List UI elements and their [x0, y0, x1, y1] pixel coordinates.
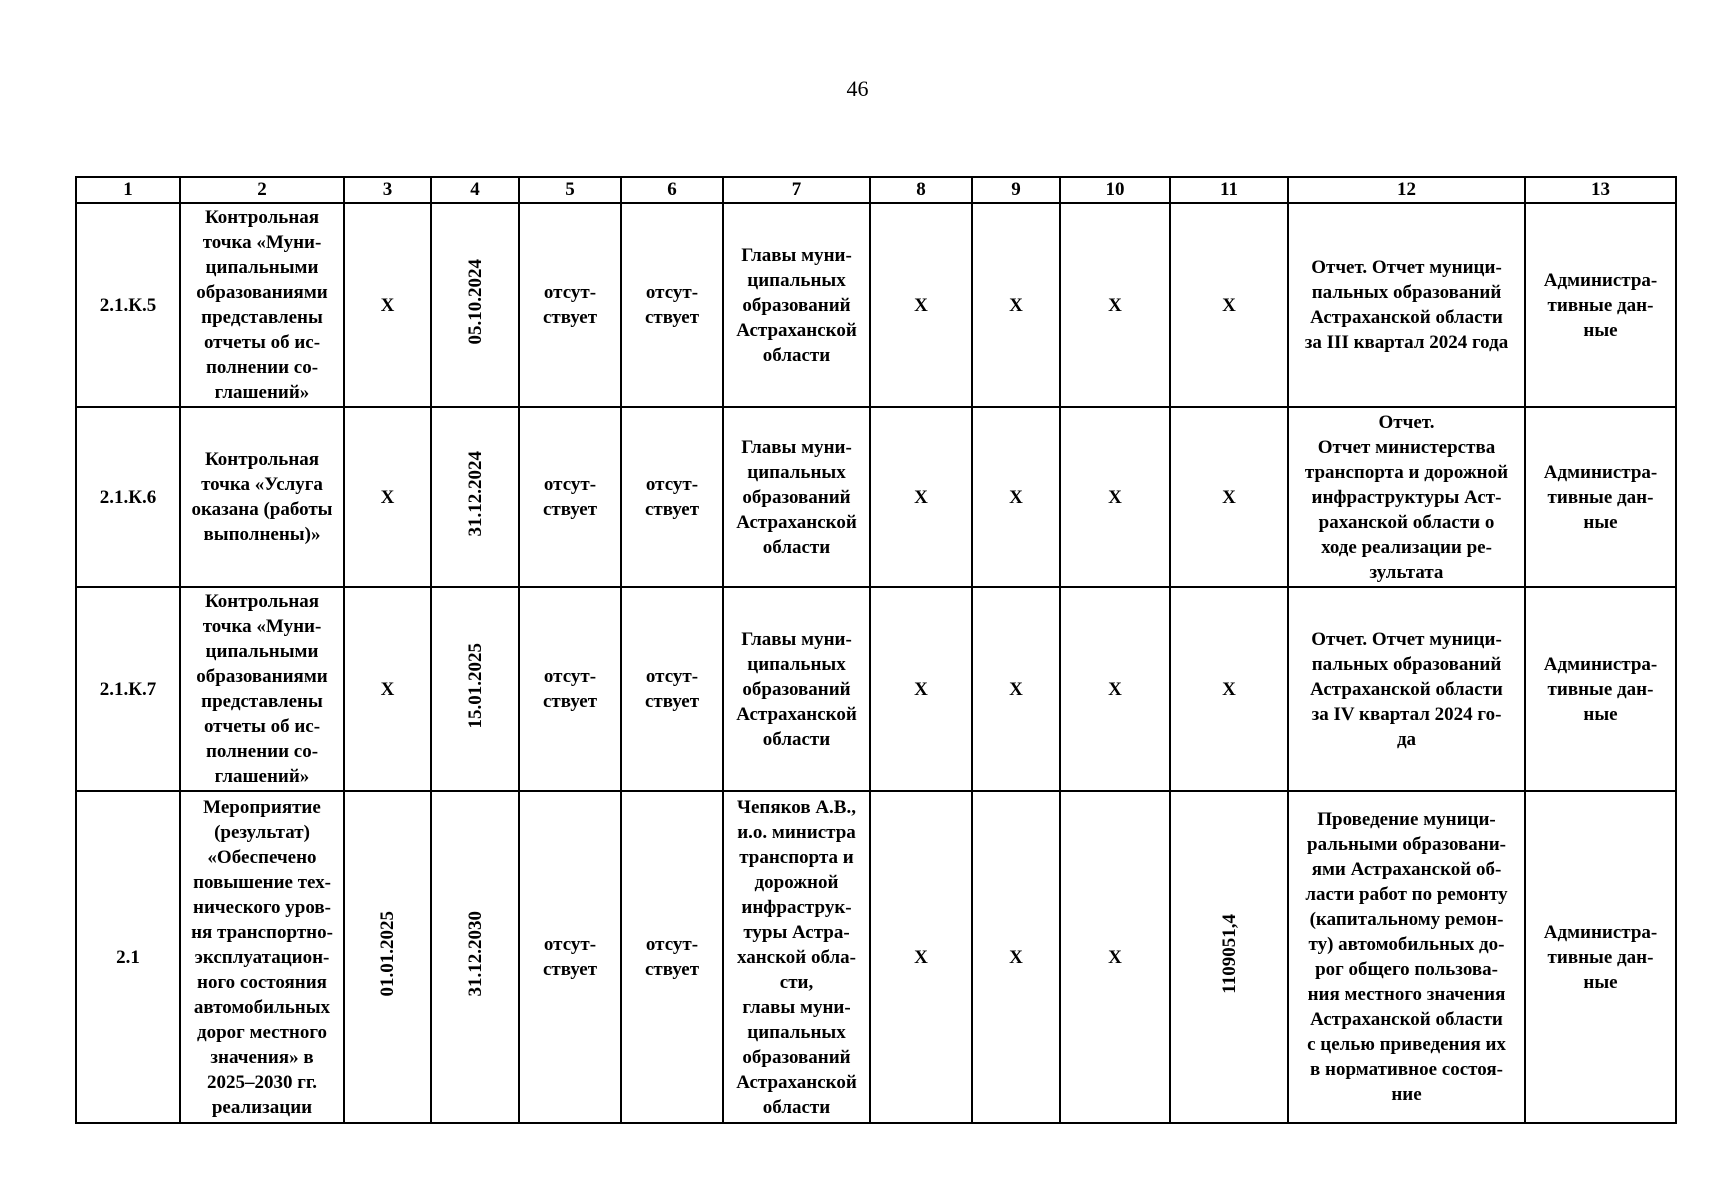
- col5-value: отсут- ствует: [519, 791, 621, 1123]
- col8-value: X: [870, 203, 972, 407]
- col8-value: X: [870, 407, 972, 587]
- header-row: [76, 177, 1676, 203]
- plan-table: [75, 176, 1677, 1124]
- row-code: 2.1.К.6: [76, 407, 180, 587]
- col10-value: X: [1060, 791, 1170, 1123]
- col9-value: X: [972, 203, 1060, 407]
- start-date-cell: [344, 791, 431, 1123]
- header-cell: 13: [1525, 177, 1676, 203]
- col11-value: 1109051,4: [1218, 913, 1240, 994]
- header-cell: 7: [723, 177, 870, 203]
- data-source: Администра- тивные дан- ные: [1525, 587, 1676, 791]
- col5-value: отсут- ствует: [519, 203, 621, 407]
- col9-value: X: [972, 587, 1060, 791]
- page-number: 46: [846, 76, 869, 101]
- responsible: Главы муни- ципальных образований Астраханской области: [723, 587, 870, 791]
- col8-value: X: [870, 587, 972, 791]
- responsible: Главы муни- ципальных образований Астраханской области: [723, 203, 870, 407]
- row-name: Контрольная точка «Муни- ципальными образованиями представлены отчеты об ис- полнении со- глашений»: [180, 203, 344, 407]
- col10-value: X: [1060, 407, 1170, 587]
- row-name: Мероприятие (результат) «Обеспечено повышение тех- нического уров- ня транспортно- эксплуатацион- ного состояния автомобильных дорог местного значения» в 2025–2030 гг. реализации: [180, 791, 344, 1123]
- row-code: 2.1: [76, 791, 180, 1123]
- end-date: 31.12.2030: [464, 910, 486, 997]
- header-cell: 6: [621, 177, 723, 203]
- col11-value: X: [1170, 407, 1288, 587]
- data-source: Администра- тивные дан- ные: [1525, 203, 1676, 407]
- table-row: [76, 791, 1676, 1123]
- end-date-cell: [431, 587, 519, 791]
- result-description: Проведение муници- pальными образовани- ями Астраханской об- ласти работ по ремонту (капитальному ремон- ту) автомобильных до- рог общего пользова- ния местного значения Астраханской области с целью приведения их в нормативное состоя- ние: [1288, 791, 1525, 1123]
- col6-value: отсут- ствует: [621, 587, 723, 791]
- header-cell: 3: [344, 177, 431, 203]
- start-date: X: [344, 203, 431, 407]
- col11-value: X: [1170, 587, 1288, 791]
- col11-value: X: [1170, 203, 1288, 407]
- end-date-cell: [431, 791, 519, 1123]
- start-date: X: [344, 407, 431, 587]
- row-name: Контрольная точка «Услуга оказана (работы выполнены)»: [180, 407, 344, 587]
- responsible: Главы муни- ципальных образований Астраханской области: [723, 407, 870, 587]
- header-cell: 2: [180, 177, 344, 203]
- start-date: X: [344, 587, 431, 791]
- header-cell: 11: [1170, 177, 1288, 203]
- row-code: 2.1.К.5: [76, 203, 180, 407]
- col10-value: X: [1060, 203, 1170, 407]
- col5-value: отсут- ствует: [519, 407, 621, 587]
- col6-value: отсут- ствует: [621, 791, 723, 1123]
- result-description: Отчет. Отчет министерства транспорта и дорожной инфраструктуры Аст- раханской области о ходе реализации ре- зультата: [1288, 407, 1525, 587]
- result-description: Отчет. Отчет муници- пальных образований Астраханской области за III квартал 2024 года: [1288, 203, 1525, 407]
- end-date: 15.01.2025: [464, 642, 486, 729]
- data-source: Администра- тивные дан- ные: [1525, 407, 1676, 587]
- row-code: 2.1.К.7: [76, 587, 180, 791]
- end-date-cell: [431, 203, 519, 407]
- col5-value: отсут- ствует: [519, 587, 621, 791]
- header-cell: 10: [1060, 177, 1170, 203]
- end-date: 05.10.2024: [464, 258, 486, 345]
- col9-value: X: [972, 791, 1060, 1123]
- start-date: 01.01.2025: [377, 910, 398, 997]
- table-row: [76, 407, 1676, 587]
- data-source: Администра- тивные дан- ные: [1525, 791, 1676, 1123]
- col11-value-cell: [1170, 791, 1288, 1123]
- end-date: 31.12.2024: [464, 450, 486, 537]
- header-cell: 5: [519, 177, 621, 203]
- col9-value: X: [972, 407, 1060, 587]
- header-cell: 1: [76, 177, 180, 203]
- col8-value: X: [870, 791, 972, 1123]
- responsible: Чепяков А.В., и.о. министра транспорта и дорожной инфраструк- туры Астра- ханской обла- сти, главы муни- ципальных образований Астраханской области: [723, 791, 870, 1123]
- col6-value: отсут- ствует: [621, 203, 723, 407]
- col6-value: отсут- ствует: [621, 407, 723, 587]
- table-row: [76, 587, 1676, 791]
- header-cell: 4: [431, 177, 519, 203]
- header-cell: 12: [1288, 177, 1525, 203]
- result-description: Отчет. Отчет муници- пальных образований Астраханской области за IV квартал 2024 го- да: [1288, 587, 1525, 791]
- row-name: Контрольная точка «Муни- ципальными образованиями представлены отчеты об ис- полнении со- глашений»: [180, 587, 344, 791]
- header-cell: 9: [972, 177, 1060, 203]
- header-cell: 8: [870, 177, 972, 203]
- end-date-cell: [431, 407, 519, 587]
- col10-value: X: [1060, 587, 1170, 791]
- table-row: [76, 203, 1676, 407]
